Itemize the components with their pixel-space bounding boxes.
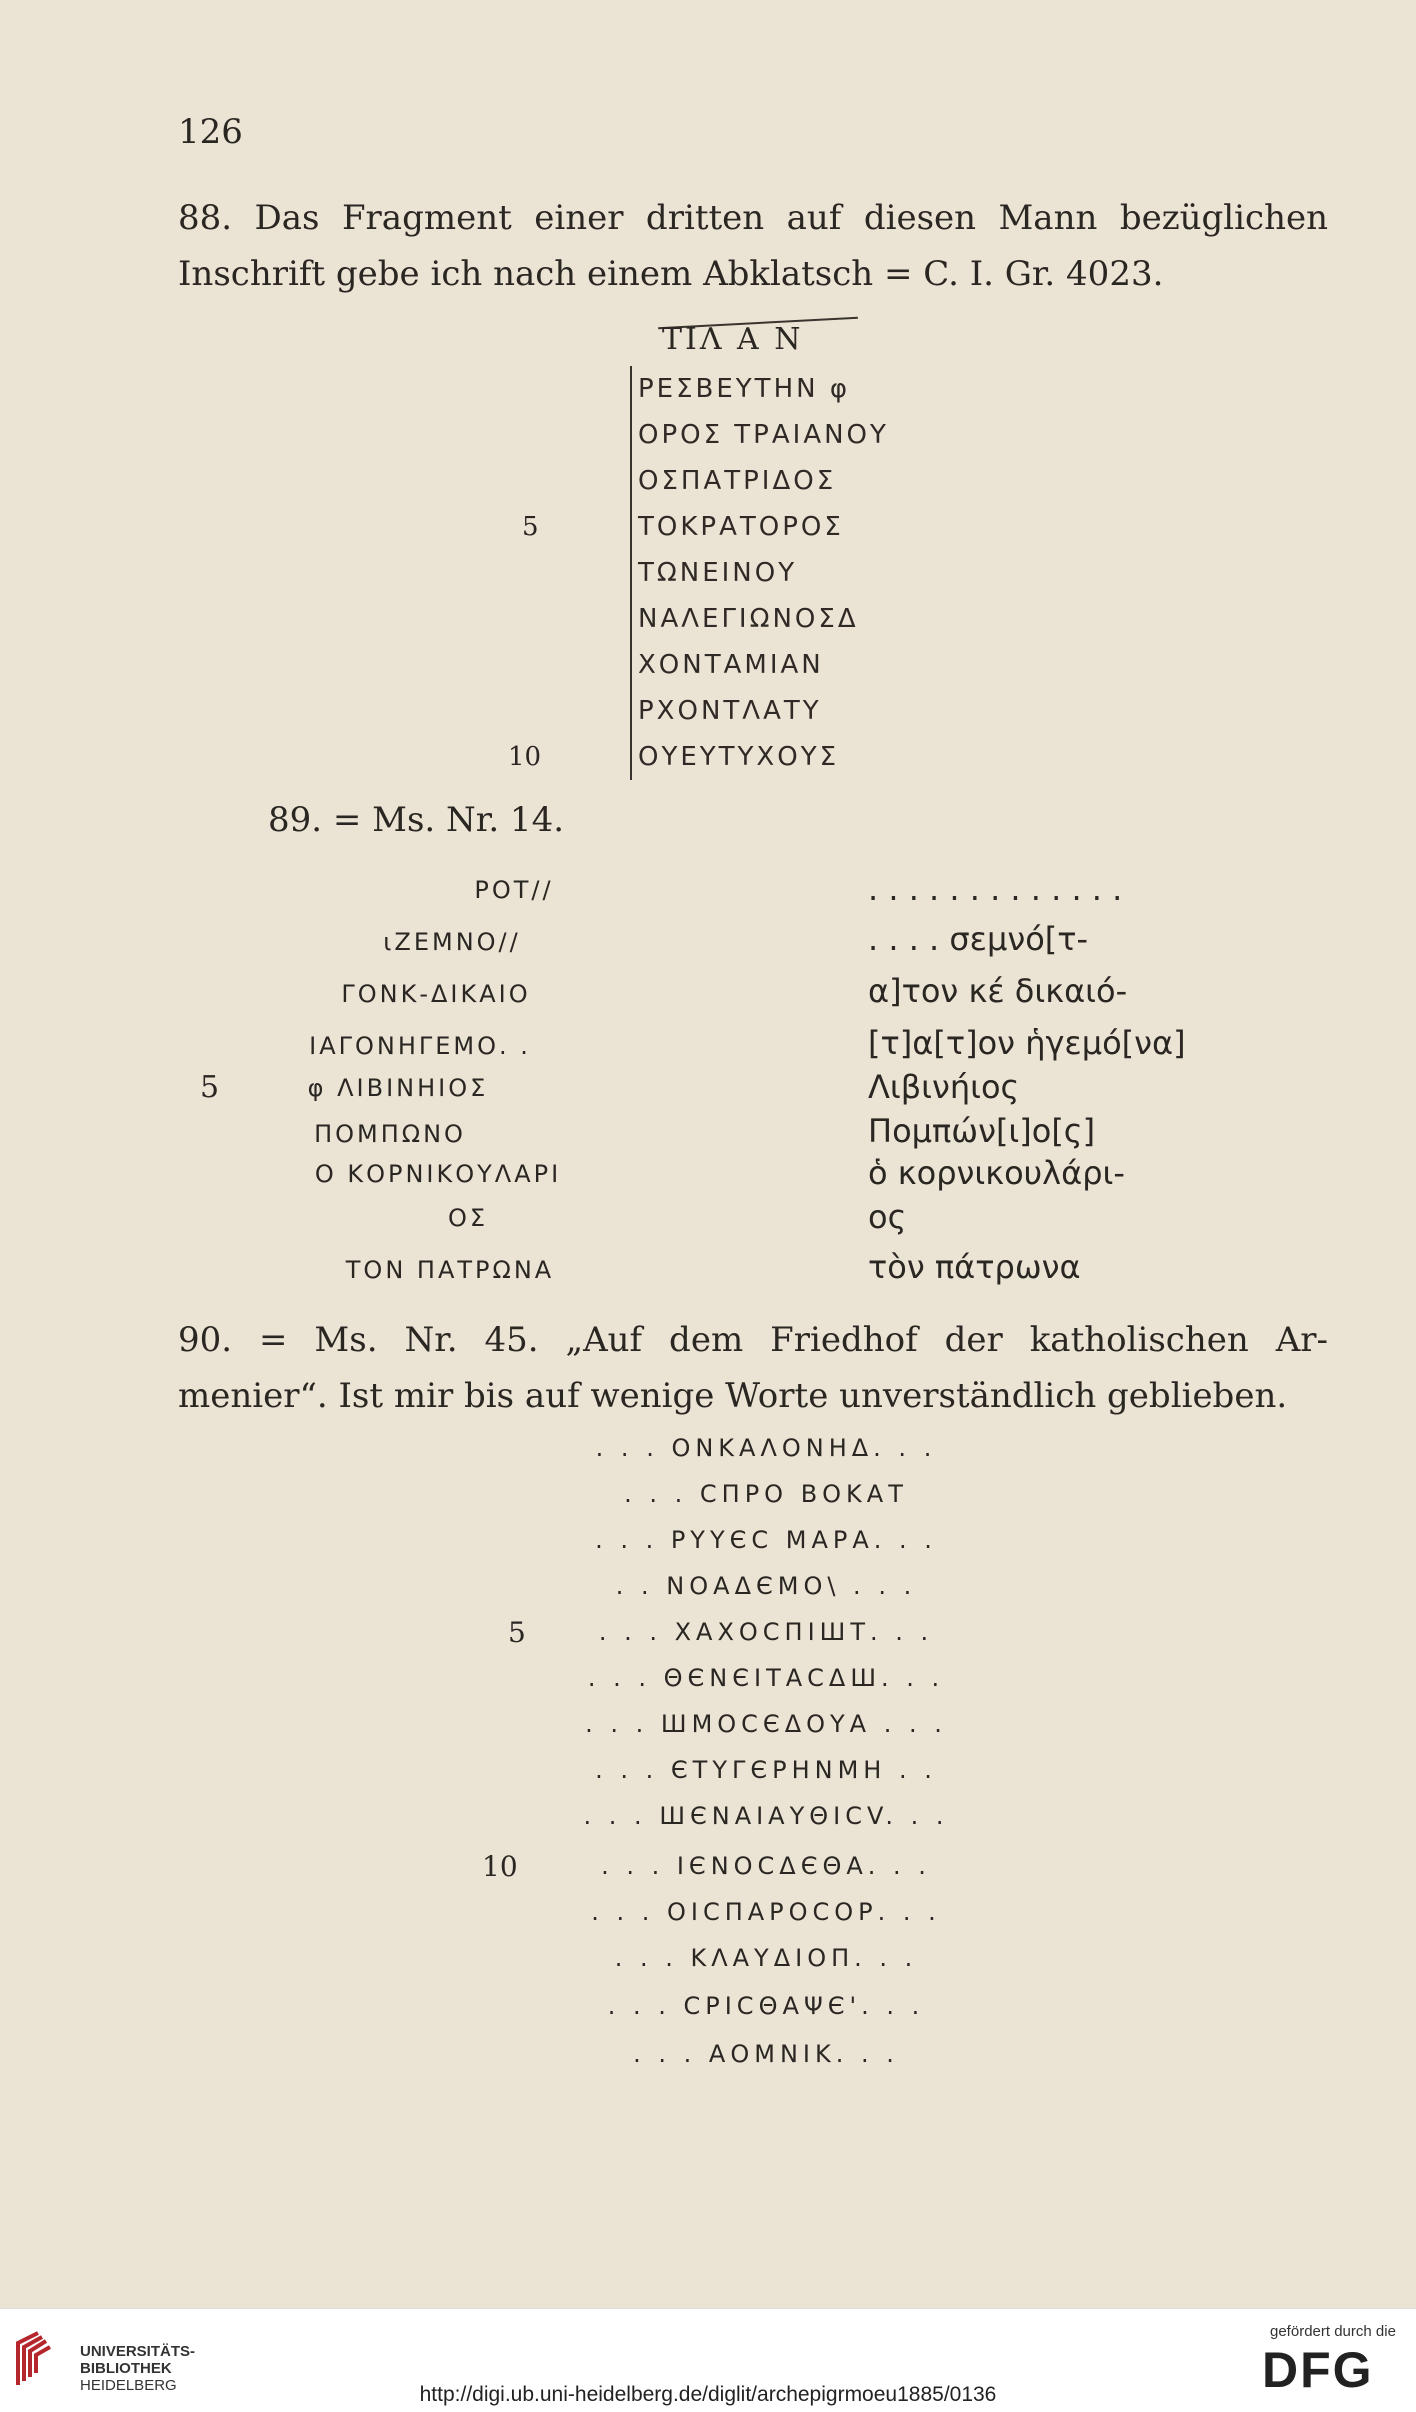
insc89-left-line: ΠΟΜΠΩΝΟ [314,1120,466,1148]
insc88-top: ΤΙΛ Α Ν [662,322,804,357]
insc89-left-line: ιΖΕΜΝΟ// [383,928,521,956]
insc88-line: ΤΩΝΕΙΝΟΥ [638,558,798,588]
page-number: 126 [178,112,243,152]
insc89-right-line: ος [868,1198,907,1236]
heading-89: 89. = Ms. Nr. 14. [268,800,565,840]
logo-line1: UNIVERSITÄTS- [80,2343,196,2360]
insc88-line: ΧΟΝΤΑΜΙΑΝ [638,650,824,680]
dfg-logo: DFG [1262,2342,1374,2398]
para88-line1: 88. Das Fragment einer dritten auf diesen Mann bezüglichen [178,198,1328,238]
insc90-line: . . . ШΜΟCЄΔΟΥΑ . . . [585,1710,947,1738]
insc89-line-number-5: 5 [200,1070,220,1105]
para90-line2: menier“. Ist mir bis auf wenige Worte unverständlich geblieben. [178,1376,1288,1416]
insc90-line: . . . CΠΡΟ ΒΟΚΑΤ [624,1480,908,1508]
insc89-left-line: ΟΣ [447,1204,489,1232]
insc89-right-line: ὁ κορνικουλάρι- [868,1154,1125,1192]
funder-label: gefördert durch die [1270,2323,1396,2340]
insc88-line: ΤΟΚΡΑΤΟΡΟΣ [638,512,844,542]
insc89-right-line: [τ]α[τ]ον ἡγεμό[να] [868,1024,1186,1062]
insc90-line: . . . ΙЄΝΟCΔЄΘΑ. . . [601,1852,931,1880]
insc89-right-line: . . . . σεμνό[τ- [868,920,1089,958]
insc90-line: . . . ΘЄΝЄΙΤΑCΔШ. . . [587,1664,945,1692]
insc89-right-line: Λιβινήιος [868,1068,1020,1106]
insc90-line: . . . ΡΥΥЄC ΜΑΡΑ. . . [595,1526,937,1554]
logo-line3: HEIDELBERG [80,2377,177,2394]
insc88-line: ΟΣΠΑΤΡΙΔΟΣ [638,466,837,496]
logo-line2: BIBLIOTHEK [80,2360,172,2377]
para88-line2: Inschrift gebe ich nach einem Abklatsch = C. I. Gr. 4023. [178,254,1164,294]
insc88-line: ΡΕΣΒΕΥΤΗΝ φ [638,374,850,404]
insc88-line: ΡΧΟΝΤΛΑΤΥ [638,696,822,726]
insc90-line: . . . ЄΤΥΓЄΡΗΝΜΗ . . [595,1756,937,1784]
insc90-line: . . . ΟΙCΠΑΡΟCΟΡ. . . [591,1898,941,1926]
insc90-line: . . . ΟΝΚΑΛΟΝΗΔ. . . [595,1434,937,1462]
insc89-left-line: φ ΛΙΒΙΝΗΙΟΣ [307,1074,489,1102]
insc89-right-line: α]τον κέ δικαιό- [868,972,1128,1010]
insc90-line: . . . ΚΛΑΥΔΙΟΠ. . . [614,1944,918,1972]
insc89-left-line: ΙΑΓΟΝΗΓΕΜΟ. . [309,1032,531,1060]
insc90-line: . . ΝΟΑΔЄΜΟ\ . . . [615,1572,917,1600]
para90-line1: 90. = Ms. Nr. 45. „Auf dem Friedhof der katholischen Ar- [178,1320,1328,1360]
insc89-right-line: Πομπών[ι]ο[ς] [868,1112,1096,1150]
permalink-url[interactable]: http://digi.ub.uni-heidelberg.de/diglit/archepigrmoeu1885/0136 [419,2383,997,2406]
paragraph-88 [178,190,1328,302]
insc89-left-line: Ο ΚΟΡΝΙΚΟΥΛΑΡΙ [314,1160,562,1188]
insc89-right-line: . . . . . . . . . . . . . [868,870,1123,908]
inscription-88-frame-line [630,366,632,780]
insc90-line: . . . ΑΟΜΝΙΚ. . . [633,2040,899,2068]
insc90-line-number-5: 5 [508,1616,526,1649]
insc88-line-number-10: 10 [508,742,542,772]
paragraph-90 [178,1312,1328,1424]
insc88-line: ΟΥΕΥΤΥΧΟΥΣ [638,742,840,772]
insc89-left-line: ΡΟΤ// [474,876,554,904]
university-library-logo-icon [14,2329,66,2389]
insc88-line-number-5: 5 [522,512,539,542]
insc88-line: ΝΑΛΕΓΙΩΝΟΣΔ [638,604,859,634]
insc89-left-line: ΤΟΝ ΠΑΤΡΩΝΑ [345,1256,555,1284]
insc90-line: . . . ΧΑΧΟCΠΙШΤ. . . [598,1618,934,1646]
insc89-right-line: τὸν πάτρωνα [868,1248,1081,1286]
insc90-line-number-10: 10 [482,1850,518,1883]
insc89-left-line: ΓΟΝΚ-ΔΙΚΑΙΟ [341,980,531,1008]
insc90-line: . . . ШЄΝΑΙΑΥΘΙCV. . . [583,1802,949,1830]
insc90-line: . . . CΡΙCΘΑΨЄ'. . . [607,1992,925,2020]
insc88-line: ΟΡΟΣ ΤΡΑΙΑΝΟΥ [638,420,889,450]
